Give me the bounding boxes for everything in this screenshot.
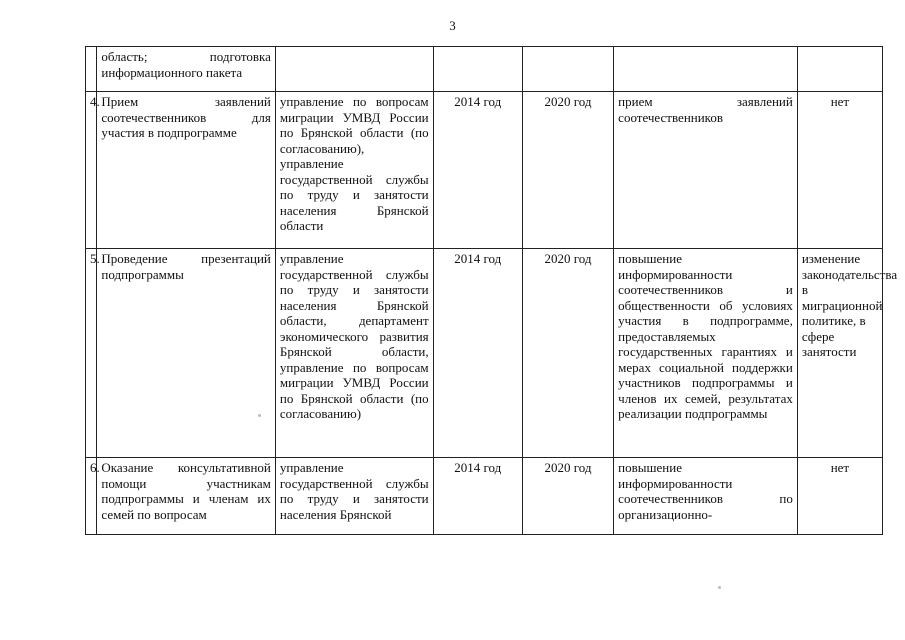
table-row <box>86 47 883 92</box>
start-year-cell: 2014 год <box>433 249 522 458</box>
result-cell: повышение информированности соотечественников по организационно- <box>614 458 798 535</box>
page-number: 3 <box>449 18 456 33</box>
end-year-cell: 2020 год <box>522 92 613 249</box>
start-year-cell: 2014 год <box>433 458 522 535</box>
start-year-cell <box>433 47 522 92</box>
row-number: 4. <box>86 92 97 249</box>
result-cell <box>614 47 798 92</box>
risk-cell: нет <box>797 458 882 535</box>
end-year-cell <box>522 47 613 92</box>
activity-cell: Проведение презентаций подпрограммы <box>97 249 275 458</box>
row-number <box>86 47 97 92</box>
table-row <box>86 458 883 535</box>
executor-cell <box>275 47 433 92</box>
executor-cell: управление по вопросам миграции УМВД России по Брянской области (по согласованию), управление государственной службы по труду и занятости населения Брянской области <box>275 92 433 249</box>
activity-cell: Прием заявлений соотечественников для участия в подпрограмме <box>97 92 275 249</box>
scan-speck <box>258 414 261 417</box>
executor-cell: управление государственной службы по труду и занятости населения Брянской области, департамент экономического развития Брянской области, управление по вопросам миграции УМВД России по Брянской области (по согласованию) <box>275 249 433 458</box>
activity-cell: область; подготовка информационного пакета <box>97 47 275 92</box>
table-row <box>86 92 883 249</box>
risk-cell: нет <box>797 92 882 249</box>
measures-table <box>85 46 898 535</box>
end-year-cell: 2020 год <box>522 249 613 458</box>
row-number: 6. <box>86 458 97 535</box>
row-number: 5. <box>86 249 97 458</box>
start-year-cell: 2014 год <box>433 92 522 249</box>
end-year-cell: 2020 год <box>522 458 613 535</box>
risk-cell: изменение законодательства в миграционной политике, в сфере занятости <box>797 249 882 458</box>
activity-cell: Оказание консультативной помощи участникам подпрограммы и членам их семей по вопросам <box>97 458 275 535</box>
result-cell: прием заявлений соотечественников <box>614 92 798 249</box>
result-cell: повышение информированности соотечественников и общественности об условиях участия в подпрограмме, предоставляемых государственных гарантиях и мерах социальной поддержки участников подпрограммы и членов их семей, результатах реализации подпрограммы <box>614 249 798 458</box>
risk-cell <box>797 47 882 92</box>
executor-cell: управление государственной службы по труду и занятости населения Брянской <box>275 458 433 535</box>
table-row <box>86 249 883 458</box>
scan-speck <box>718 586 721 589</box>
